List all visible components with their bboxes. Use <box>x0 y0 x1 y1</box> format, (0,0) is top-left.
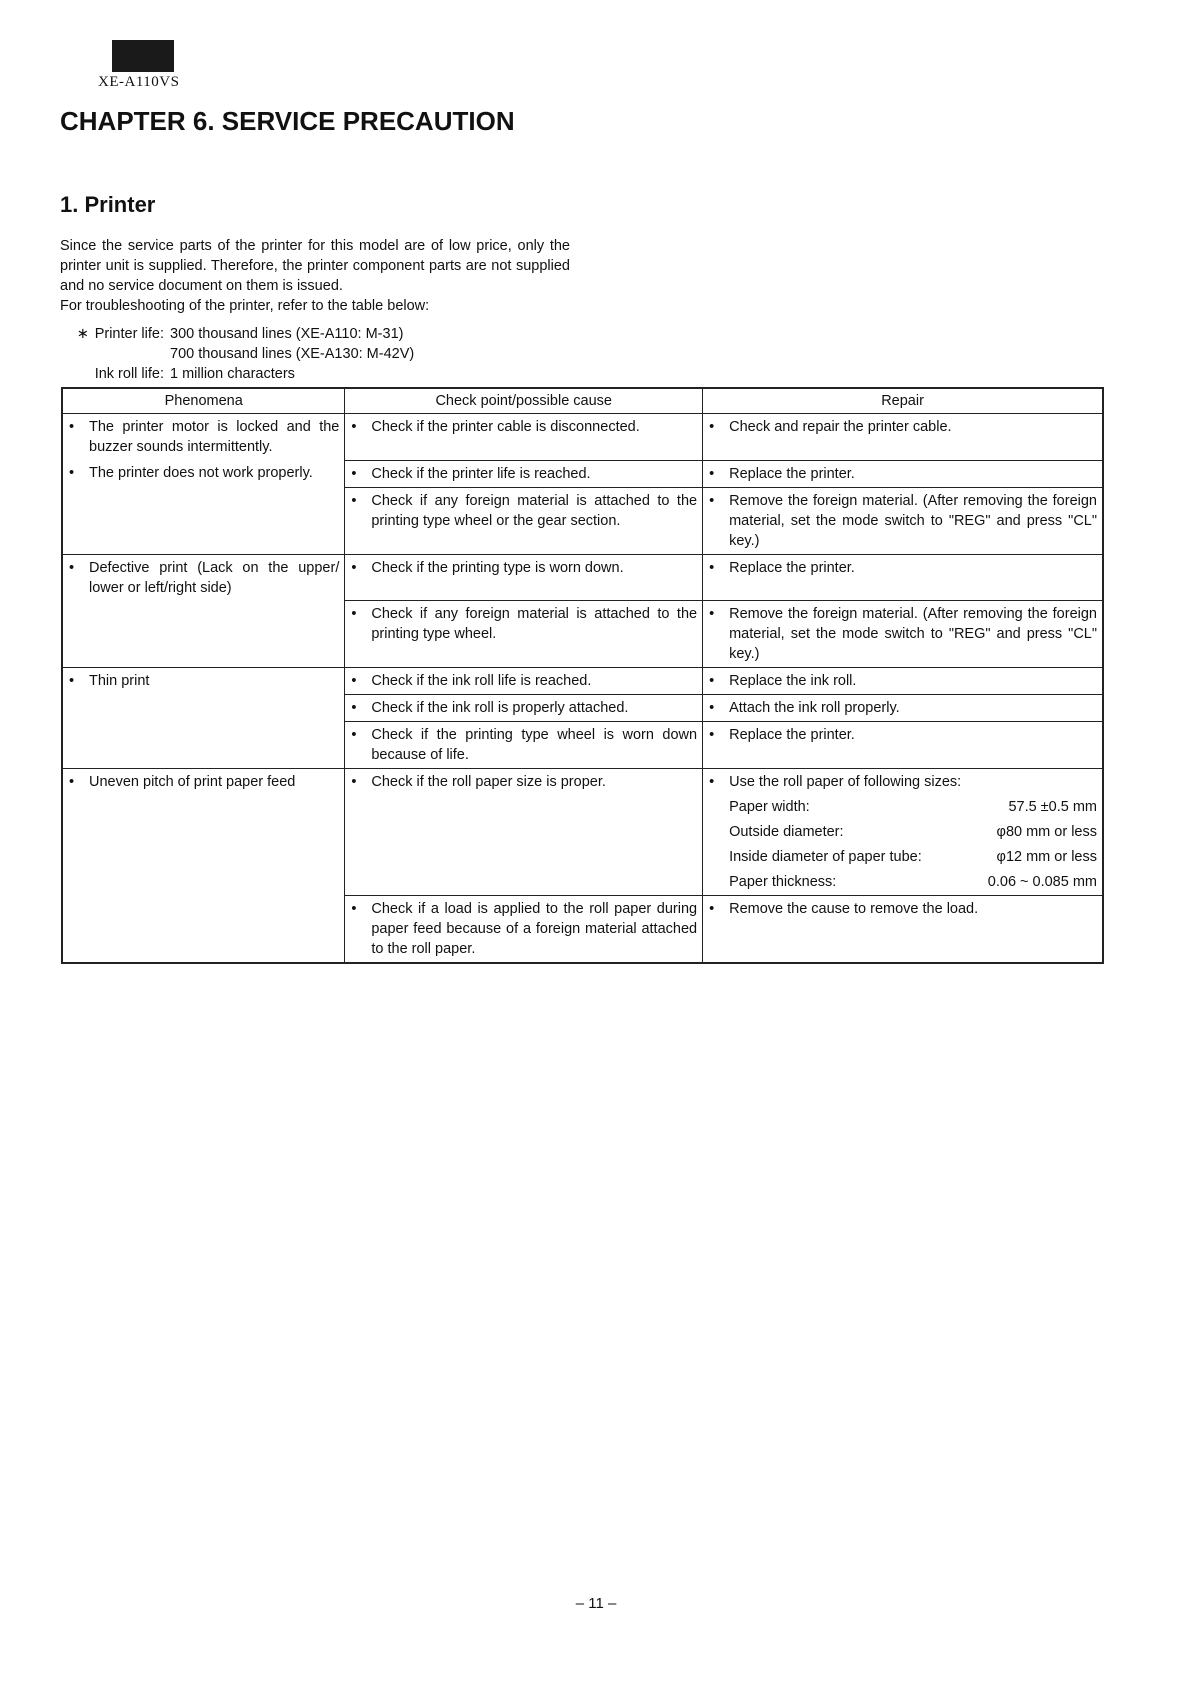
bullet-icon: • <box>351 901 357 917</box>
phenomenon-text: Uneven pitch of print paper feed <box>89 774 296 790</box>
table-row <box>62 896 1103 964</box>
check-text: Check if the printer life is reached. <box>371 465 591 482</box>
bullet-icon: • <box>351 492 357 509</box>
repair-cell <box>703 414 1103 461</box>
check-cell <box>345 554 703 601</box>
phenomenon-text: Thin print <box>89 673 150 689</box>
troubleshooting-table <box>61 387 1104 964</box>
bullet-icon: • <box>351 700 357 716</box>
phenomenon-cell <box>62 769 345 896</box>
bullet-icon: • <box>709 606 715 622</box>
repair-cell <box>703 896 1103 964</box>
paper-spec-row <box>729 822 1097 842</box>
check-text: Check if the ink roll is properly attached. <box>371 700 629 716</box>
bullet-icon: • <box>709 419 715 435</box>
check-cell <box>345 896 703 964</box>
bullet-icon: • <box>709 673 715 689</box>
bullet-icon: • <box>69 673 75 689</box>
repair-cell <box>703 460 1103 487</box>
printer-life-row <box>60 324 414 344</box>
check-cell <box>345 460 703 487</box>
check-cell <box>345 414 703 461</box>
phenomenon-cell <box>62 414 345 461</box>
bullet-icon: • <box>351 606 357 622</box>
table-row <box>62 668 1103 695</box>
table-row <box>62 460 1103 487</box>
bullet-icon: • <box>351 673 357 689</box>
column-header: Check point/possible cause <box>345 388 703 414</box>
bullet-icon: • <box>351 727 357 743</box>
intro-paragraph: Since the service parts of the printer for this model are of low price, only the printer unit is supplied. Therefore, the printer component parts are not supplied and no service document on them is issued. <box>60 238 570 294</box>
repair-cell <box>703 695 1103 722</box>
column-header: Repair <box>703 388 1103 414</box>
intro-paragraph: For troubleshooting of the printer, refer to the table below: <box>60 298 430 314</box>
spec-value: 0.06 ~ 0.085 mm <box>987 874 1097 890</box>
repair-text: Replace the printer. <box>729 465 855 482</box>
repair-text: Check and repair the printer cable. <box>729 419 952 435</box>
ink-life-row <box>60 364 414 384</box>
repair-cell <box>703 554 1103 601</box>
printer-life-row <box>60 344 414 364</box>
bullet-icon: • <box>351 774 357 790</box>
repair-text: Replace the ink roll. <box>729 673 857 689</box>
phenomenon-cell <box>62 554 345 601</box>
spec-value: φ12 mm or less <box>996 849 1097 865</box>
repair-text: Attach the ink roll properly. <box>729 700 900 716</box>
check-cell <box>345 695 703 722</box>
repair-cell <box>703 668 1103 695</box>
check-text: Check if the roll paper size is proper. <box>371 774 606 790</box>
bullet-icon: • <box>709 559 715 576</box>
table-row <box>62 601 1103 668</box>
ink-life-value: 1 million characters <box>170 366 295 382</box>
page-number: – 11 – <box>575 1595 617 1612</box>
intro-text <box>60 236 570 316</box>
check-cell <box>345 722 703 769</box>
spec-label: Inside diameter of paper tube: <box>729 849 922 865</box>
repair-text: Remove the foreign material. (After removing the foreign material, set the mode switch to "REG" and press "CL" key.) <box>729 606 1097 662</box>
section-title: 1. Printer <box>60 192 156 217</box>
bullet-icon: • <box>69 419 75 435</box>
repair-text: Remove the cause to remove the load. <box>729 901 979 917</box>
phenomenon-cell <box>62 668 345 695</box>
check-text: Check if the ink roll life is reached. <box>371 673 592 689</box>
check-cell <box>345 487 703 554</box>
repair-text: Replace the printer. <box>729 559 855 576</box>
phenomenon-cell <box>62 896 345 964</box>
spec-value: 57.5 ±0.5 mm <box>1008 799 1097 815</box>
check-text: Check if the printing type wheel is worn down because of life. <box>371 727 698 763</box>
check-text: Check if a load is applied to the roll paper during paper feed because of a foreign material attached to the roll paper. <box>371 901 698 957</box>
printer-life-label: Printer life: <box>94 326 164 342</box>
check-text: Check if any foreign material is attached to the printing type wheel or the gear section. <box>371 492 698 529</box>
phenomenon-text: The printer motor is locked and the buzzer sounds intermittently. <box>89 419 340 455</box>
spec-value: φ80 mm or less <box>996 824 1097 840</box>
table-row <box>62 554 1103 601</box>
model-number: XE-A110VS <box>98 74 180 90</box>
phenomenon-cell <box>62 722 345 769</box>
phenomenon-cell <box>62 695 345 722</box>
bullet-icon: • <box>351 559 357 576</box>
spec-label: Outside diameter: <box>729 824 844 840</box>
check-cell <box>345 601 703 668</box>
bullet-icon: • <box>69 559 75 576</box>
printer-life-value: 300 thousand lines (XE-A110: M-31) <box>170 326 404 342</box>
paper-spec-row <box>729 847 1097 867</box>
brand-logo-block <box>112 40 174 72</box>
repair-cell <box>703 601 1103 668</box>
check-text: Check if the printer cable is disconnected. <box>371 419 640 435</box>
phenomenon-cell <box>62 460 345 487</box>
bullet-icon: • <box>709 465 715 482</box>
bullet-icon: • <box>351 419 357 435</box>
bullet-icon: • <box>69 465 75 481</box>
bullet-icon: • <box>69 774 75 790</box>
bullet-icon: • <box>709 727 715 743</box>
check-text: Check if any foreign material is attached to the printing type wheel. <box>371 606 698 642</box>
table-row <box>62 487 1103 554</box>
table-row <box>62 695 1103 722</box>
spec-label: Paper width: <box>729 799 810 815</box>
printer-life-value: 700 thousand lines (XE-A130: M-42V) <box>170 346 415 362</box>
bullet-icon: • <box>709 492 715 509</box>
phenomenon-text: Defective print (Lack on the upper/ lower or left/right side) <box>89 559 340 596</box>
paper-spec-row <box>729 872 1097 892</box>
bullet-icon: • <box>351 465 357 482</box>
table-header-row <box>62 388 1103 414</box>
check-cell <box>345 769 703 896</box>
bullet-icon: • <box>709 774 715 790</box>
life-spec <box>60 324 414 384</box>
asterisk-icon: ∗ <box>76 326 89 342</box>
bullet-icon: • <box>709 700 715 716</box>
bullet-icon: • <box>709 901 715 917</box>
repair-text: Remove the foreign material. (After removing the foreign material, set the mode switch to "REG" and press "CL" key.) <box>729 492 1097 549</box>
repair-cell <box>703 769 1103 896</box>
column-header: Phenomena <box>62 388 345 414</box>
paper-spec-row <box>729 797 1097 817</box>
chapter-title: CHAPTER 6. SERVICE PRECAUTION <box>60 106 515 136</box>
phenomenon-cell <box>62 487 345 554</box>
table-row <box>62 769 1103 896</box>
repair-text: Replace the printer. <box>729 727 855 743</box>
phenomenon-text: The printer does not work properly. <box>89 465 313 481</box>
phenomenon-cell <box>62 601 345 668</box>
check-cell <box>345 668 703 695</box>
check-text: Check if the printing type is worn down. <box>371 559 624 576</box>
table-row <box>62 414 1103 461</box>
repair-cell <box>703 487 1103 554</box>
repair-cell <box>703 722 1103 769</box>
table-row <box>62 722 1103 769</box>
spec-label: Paper thickness: <box>729 874 837 890</box>
ink-life-label: Ink roll life: <box>94 366 164 382</box>
repair-text: Use the roll paper of following sizes: <box>729 774 962 790</box>
